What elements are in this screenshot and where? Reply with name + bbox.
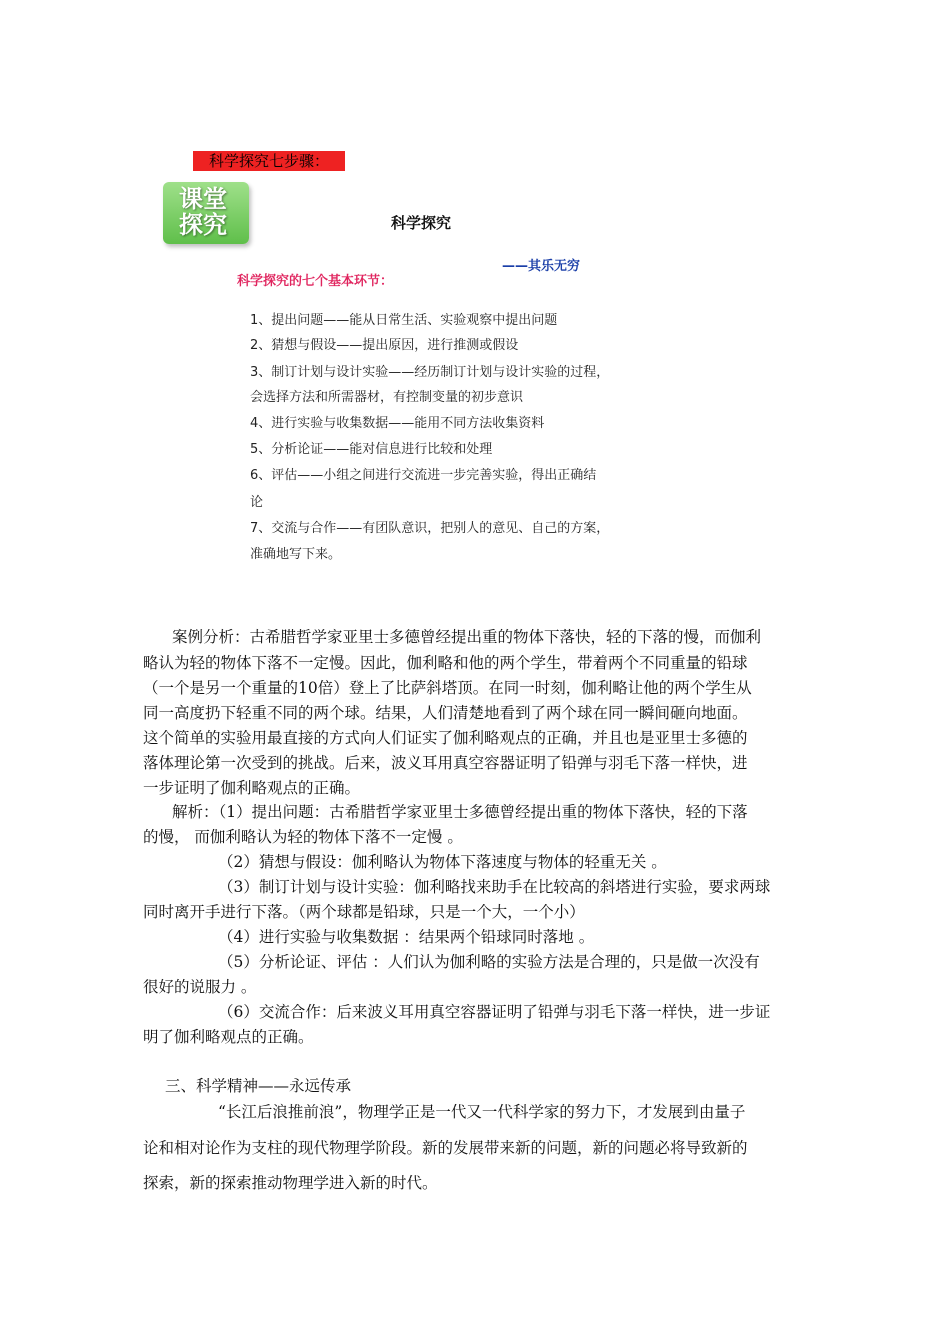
case-line: 同一高度扔下轻重不同的两个球。结果，人们清楚地看到了两个球在同一瞬间砸向地面。: [143, 704, 748, 722]
classroom-inquiry-badge: [163, 182, 249, 244]
analysis-line: （5）分析论证、评估 ：人们认为伽利略的实验方法是合理的，只是做一次没有: [218, 953, 760, 971]
step-line: 3、制订计划与设计实验——经历制订计划与设计实验的过程，: [250, 365, 610, 380]
step-line: 1、提出问题——能从日常生活、实验观察中提出问题: [250, 313, 558, 328]
case-line: 一步证明了伽利略观点的正确。: [143, 779, 361, 797]
analysis-line: 很好的说服力 。: [143, 978, 257, 996]
analysis-line: 的慢， 而伽利略认为轻的物体下落不一定慢 。: [143, 828, 463, 846]
analysis-line: （6）交流合作：后来波义耳用真空容器证明了铅弹与羽毛下落一样快，进一步证: [218, 1003, 771, 1021]
step-line: 6、评估——小组之间进行交流进一步完善实验，得出正确结: [250, 468, 597, 483]
case-line: 这个简单的实验用最直接的方式向人们证实了伽利略观点的正确，并且也是亚里士多德的: [143, 729, 748, 747]
analysis-line: 明了伽利略观点的正确。: [143, 1028, 314, 1046]
analysis-line: （4）进行实验与收集数据 ：结果两个铅球同时落地 。: [218, 928, 595, 946]
section-line: 论和相对论作为支柱的现代物理学阶段。新的发展带来新的问题，新的问题必将导致新的: [143, 1139, 748, 1157]
analysis-line: 同时离开手进行下落。（两个球都是铅球，只是一个大，一个小）: [143, 903, 585, 921]
badge-line-2: 探究: [179, 211, 227, 239]
case-line: 略认为轻的物体下落不一定慢。因此，伽利略和他的两个学生，带着两个不同重量的铅球: [143, 654, 748, 672]
figure-subtitle: ——其乐无穷: [502, 259, 581, 274]
analysis-line: 解析：（1）提出问题：古希腊哲学家亚里士多德曾经提出重的物体下落快，轻的下落: [172, 803, 748, 821]
step-line: 5、分析论证——能对信息进行比较和处理: [250, 442, 493, 457]
figure-heading: 科学探究的七个基本环节：: [237, 274, 394, 289]
section-banner: 科学探究七步骤：: [193, 151, 345, 171]
analysis-line: （3）制订计划与设计实验：伽利略找来助手在比较高的斜塔进行实验，要求两球: [218, 878, 771, 896]
analysis-line: （2）猜想与假设：伽利略认为物体下落速度与物体的轻重无关 。: [218, 853, 667, 871]
section-heading: 三、科学精神——永远传承: [165, 1077, 352, 1095]
section-line: “长江后浪推前浪”，物理学正是一代又一代科学家的努力下，才发展到由量子: [218, 1103, 746, 1121]
step-line: 论: [250, 495, 264, 510]
figure-title: 科学探究: [391, 214, 452, 232]
step-line: 准确地写下来。: [250, 547, 342, 562]
step-line: 会选择方法和所需器材，有控制变量的初步意识: [250, 390, 524, 405]
case-line: 落体理论第一次受到的挑战。后来，波义耳用真空容器证明了铅弹与羽毛下落一样快，进: [143, 754, 748, 772]
badge-line-1: 课堂: [179, 185, 227, 213]
case-line: （一个是另一个重量的10倍）登上了比萨斜塔顶。在同一时刻，伽利略让他的两个学生从: [143, 679, 752, 697]
section-line: 探索，新的探索推动物理学进入新的时代。: [143, 1174, 438, 1192]
step-line: 4、进行实验与收集数据——能用不同方法收集资料: [250, 416, 545, 431]
step-line: 7、交流与合作——有团队意识，把别人的意见、自己的方案，: [250, 521, 610, 536]
case-line: 案例分析：古希腊哲学家亚里士多德曾经提出重的物体下落快，轻的下落的慢，而伽利: [172, 628, 762, 646]
step-line: 2、猜想与假设——提出原因，进行推测或假设: [250, 338, 519, 353]
